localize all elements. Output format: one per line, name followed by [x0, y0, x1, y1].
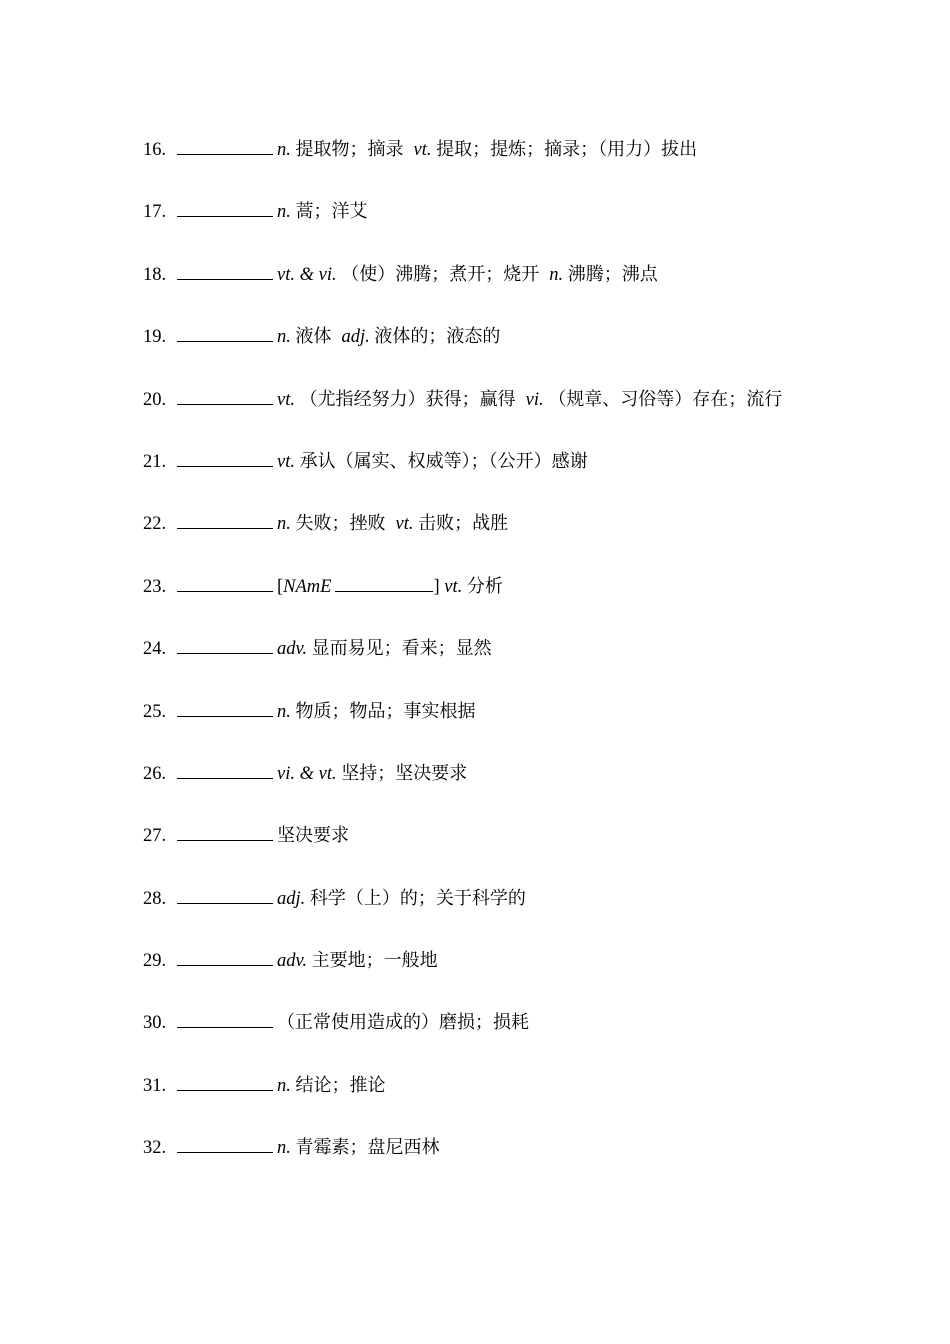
part-of-speech: vt.	[444, 576, 463, 597]
part-of-speech: vt.	[277, 451, 295, 472]
entry-number: 23.	[143, 576, 167, 597]
entry-number: 19.	[143, 327, 167, 348]
definition-text: 蒿；洋艾	[295, 201, 368, 223]
part-of-speech: n.	[277, 1075, 291, 1096]
definition-text: 显而易见；看来；显然	[311, 638, 492, 660]
answer-blank[interactable]	[177, 510, 273, 529]
part-of-speech: n.	[549, 264, 564, 285]
vocab-entry	[143, 510, 903, 572]
answer-blank[interactable]	[177, 885, 273, 904]
part-of-speech: n.	[277, 701, 291, 722]
definition-text: 沸腾；沸点	[567, 263, 658, 285]
vocab-entry	[143, 947, 903, 1009]
answer-blank[interactable]	[177, 760, 273, 779]
definition-text: 坚决要求	[277, 825, 349, 847]
entry-number: 17.	[143, 202, 167, 223]
definition-text: 科学（上）的；关于科学的	[309, 887, 526, 909]
definition-text: 青霉素；盘尼西林	[295, 1137, 440, 1159]
answer-blank[interactable]	[177, 573, 273, 592]
answer-blank[interactable]	[177, 136, 273, 155]
definition-text: 结论；推论	[295, 1074, 386, 1096]
definition-text: 提取；提炼；摘录；（用力）拔出	[436, 139, 698, 160]
variant-label: NAmE	[283, 576, 332, 597]
definition-text: 主要地；一般地	[311, 950, 438, 972]
answer-blank[interactable]	[177, 261, 273, 280]
part-of-speech: adv.	[277, 951, 307, 972]
answer-blank[interactable]	[177, 323, 273, 342]
definition-text: 失败；挫败	[295, 513, 386, 535]
part-of-speech: vt.	[395, 514, 414, 535]
part-of-speech: vt. & vi.	[277, 264, 337, 285]
variant-answer-blank[interactable]	[335, 573, 433, 592]
answer-blank[interactable]	[177, 1072, 273, 1091]
definition-text: 液体的；液态的	[374, 326, 501, 348]
vocab-entry	[143, 198, 903, 260]
vocab-entry	[143, 885, 903, 947]
entry-number: 21.	[143, 451, 167, 472]
vocab-entry	[143, 323, 903, 385]
answer-blank[interactable]	[177, 1134, 273, 1153]
part-of-speech: adj.	[341, 327, 370, 348]
vocab-entry	[143, 136, 903, 198]
part-of-speech: adj.	[277, 888, 306, 909]
definition-text: 坚持；坚决要求	[341, 762, 468, 784]
definition-text: 液体	[295, 326, 332, 348]
answer-blank[interactable]	[177, 1009, 273, 1028]
definition-text: （规章、习俗等）存在；流行	[548, 388, 783, 410]
entry-number: 32.	[143, 1138, 167, 1159]
entry-number: 16.	[143, 140, 167, 160]
part-of-speech: n.	[277, 140, 291, 160]
entry-number: 24.	[143, 639, 167, 660]
part-of-speech: vt.	[277, 389, 295, 410]
entry-number: 28.	[143, 888, 167, 909]
entry-number: 27.	[143, 826, 167, 847]
entry-number: 31.	[143, 1075, 167, 1096]
answer-blank[interactable]	[177, 698, 273, 717]
vocab-entry	[143, 386, 903, 448]
vocab-entry	[143, 1134, 903, 1196]
answer-blank[interactable]	[177, 386, 273, 405]
vocab-entry	[143, 261, 903, 323]
entry-number: 18.	[143, 264, 167, 285]
part-of-speech: n.	[277, 1138, 291, 1159]
vocabulary-list	[143, 136, 903, 1197]
entry-number: 25.	[143, 701, 167, 722]
vocab-entry	[143, 1009, 903, 1071]
bracket-open: [	[277, 576, 284, 597]
entry-number: 29.	[143, 951, 167, 972]
definition-text: （使）沸腾；煮开；烧开	[341, 263, 540, 285]
vocab-entry	[143, 448, 903, 510]
entry-number: 20.	[143, 389, 167, 410]
entry-number: 30.	[143, 1013, 167, 1034]
vocab-entry	[143, 760, 903, 822]
entry-number: 26.	[143, 763, 167, 784]
answer-blank[interactable]	[177, 448, 273, 467]
part-of-speech: n.	[277, 327, 291, 348]
definition-text: （正常使用造成的）磨损；损耗	[277, 1012, 529, 1034]
answer-blank[interactable]	[177, 635, 273, 654]
vocab-entry	[143, 822, 903, 884]
answer-blank[interactable]	[177, 822, 273, 841]
vocab-entry	[143, 698, 903, 760]
definition-text: 物质；物品；事实根据	[295, 700, 476, 722]
answer-blank[interactable]	[177, 947, 273, 966]
part-of-speech: n.	[277, 202, 291, 223]
part-of-speech: vi.	[525, 389, 544, 410]
vocab-entry	[143, 573, 903, 635]
vocab-entry	[143, 635, 903, 697]
vocab-entry	[143, 1072, 903, 1134]
bracket-close: ]	[433, 576, 440, 597]
definition-text: 提取物；摘录	[295, 139, 404, 160]
definition-text: （尤指经努力）获得；赢得	[299, 388, 516, 410]
part-of-speech: vt.	[413, 140, 432, 160]
answer-blank[interactable]	[177, 198, 273, 217]
part-of-speech: adv.	[277, 639, 307, 660]
definition-text: 承认（属实、权威等）；（公开）感谢	[299, 450, 588, 472]
definition-text: 击败；战胜	[418, 513, 509, 535]
part-of-speech: vi. & vt.	[277, 763, 337, 784]
entry-number: 22.	[143, 514, 167, 535]
definition-text: 分析	[466, 575, 503, 597]
part-of-speech: n.	[277, 514, 291, 535]
